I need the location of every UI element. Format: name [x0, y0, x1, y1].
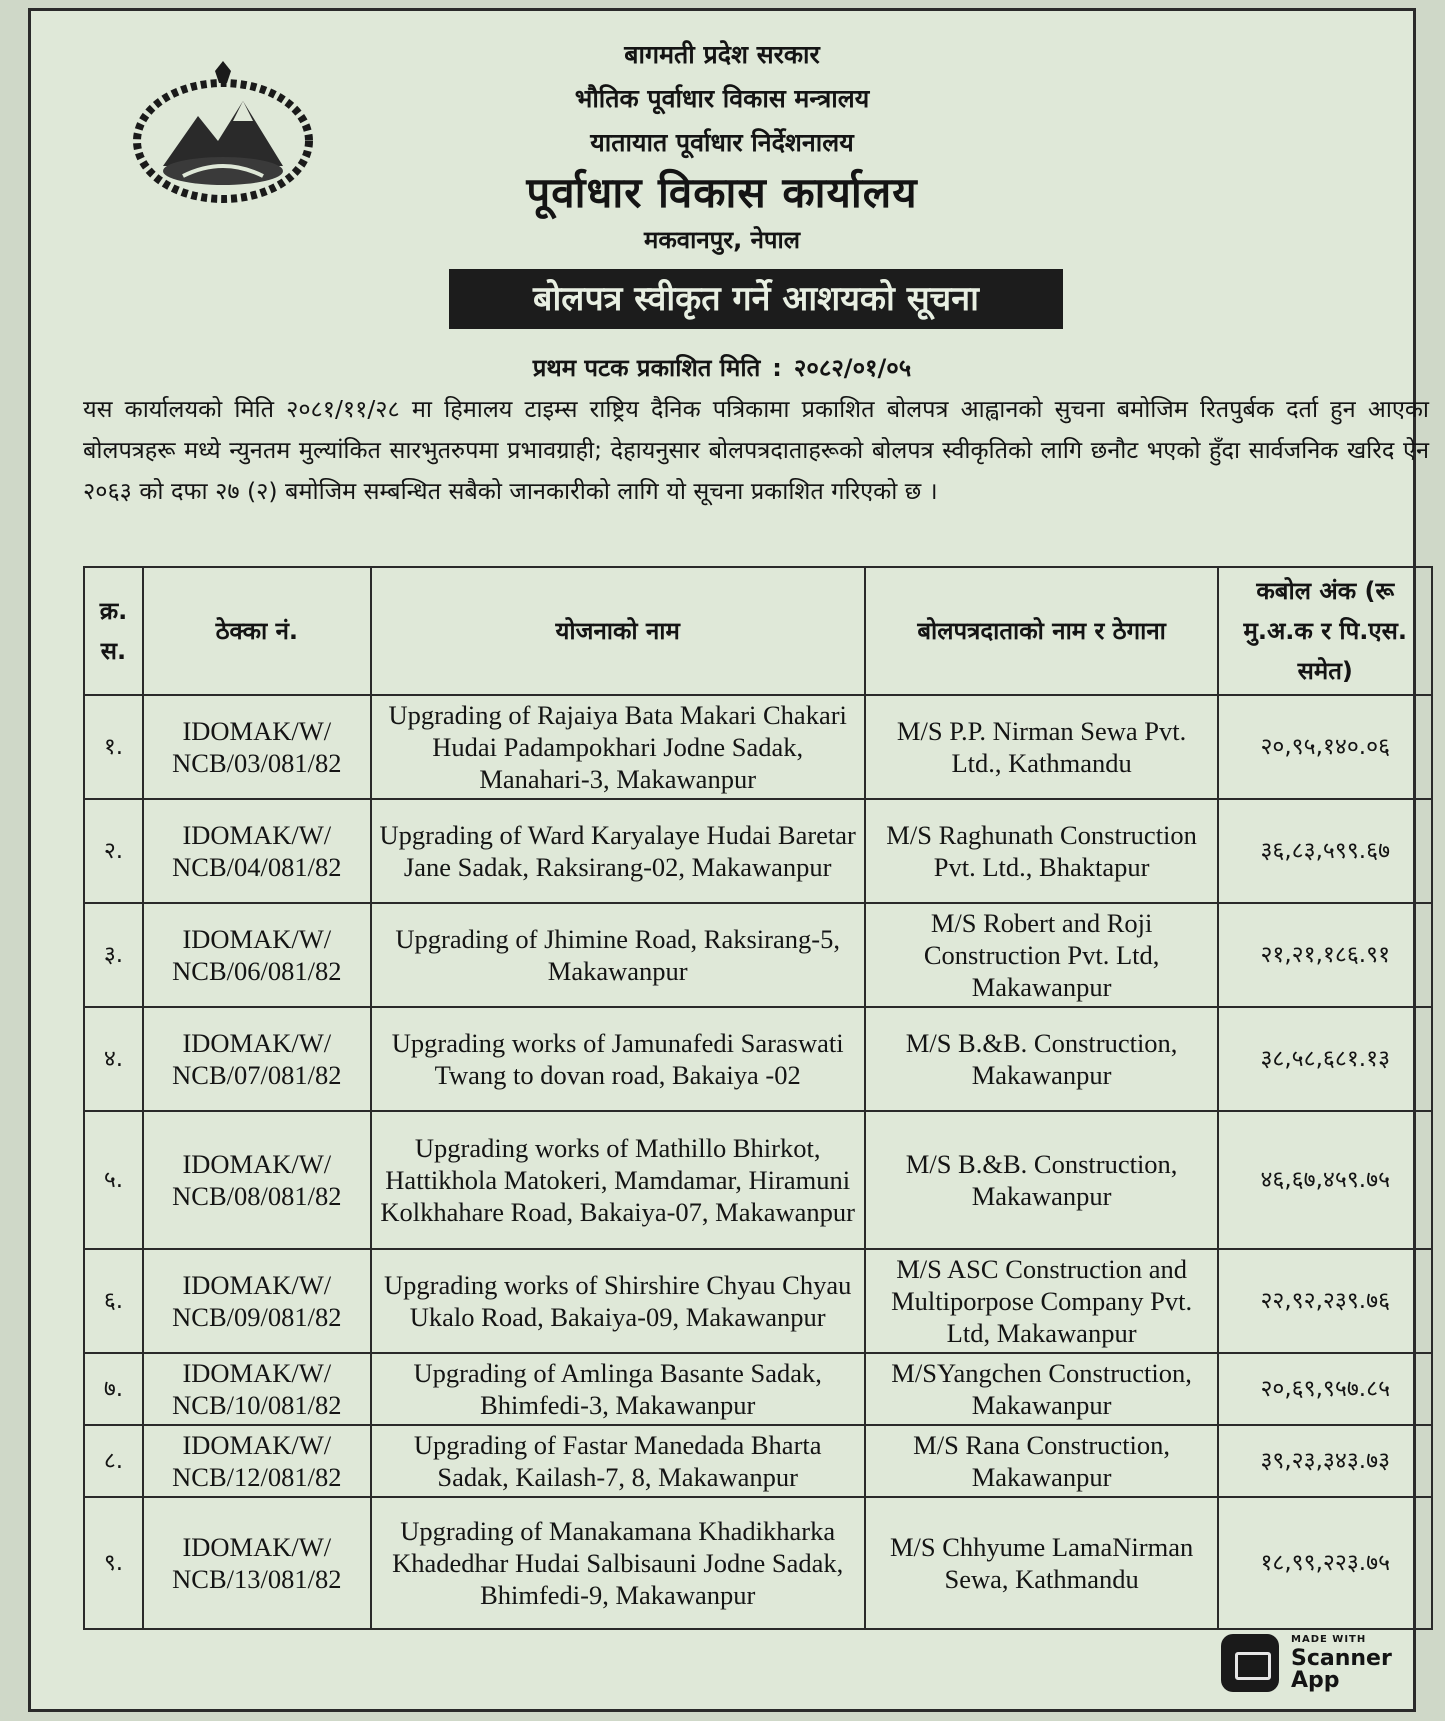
cell-bidder: M/S Robert and Roji Construction Pvt. Ltd, Makawanpur [865, 903, 1219, 1007]
directorate-name: यातायात पूर्वाधार निर्देशनालय [590, 128, 854, 157]
cell-sn: ८. [84, 1425, 143, 1497]
cell-sn: ७. [84, 1353, 143, 1425]
table-row [84, 1249, 1432, 1353]
cell-project: Upgrading of Rajaiya Bata Makari Chakari Hudai Padampokhari Jodne Sadak, Manahari-3, Makawanpur [371, 695, 865, 799]
cell-contract: IDOMAK/W/ NCB/04/081/82 [143, 799, 371, 903]
cell-bidder: M/SYangchen Construction, Makawanpur [865, 1353, 1219, 1425]
cell-sn: ९. [84, 1497, 143, 1629]
table-row [84, 1353, 1432, 1425]
bid-acceptance-table [83, 566, 1433, 1630]
cell-contract: IDOMAK/W/ NCB/03/081/82 [143, 695, 371, 799]
office-location: मकवानपुर, नेपाल [643, 226, 801, 254]
cell-sn: २. [84, 799, 143, 903]
table-row [84, 903, 1432, 1007]
cell-project: Upgrading of Manakamana Khadikharka Khadedhar Hudai Salbisauni Jodne Sadak, Bhimfedi-9, Makawanpur [371, 1497, 865, 1629]
cell-project: Upgrading works of Jamunafedi Saraswati Twang to dovan road, Bakaiya -02 [371, 1007, 865, 1111]
scanner-app-name: Scanner App [1291, 1646, 1392, 1693]
cell-amount: २०,९५,१४०.०६ [1218, 695, 1432, 799]
col-header-amount: कबोल अंक (रू मु.अ.क र पि.एस. समेत) [1218, 567, 1432, 695]
table-row [84, 695, 1432, 799]
publish-date-value: २०८२/०१/०५ [793, 354, 912, 382]
cell-contract: IDOMAK/W/ NCB/13/081/82 [143, 1497, 371, 1629]
cell-project: Upgrading of Jhimine Road, Raksirang-5, Makawanpur [371, 903, 865, 1007]
cell-bidder: M/S Raghunath Construction Pvt. Ltd., Bhaktapur [865, 799, 1219, 903]
made-with-label: MADE WITH [1291, 1634, 1367, 1645]
cell-contract: IDOMAK/W/ NCB/09/081/82 [143, 1249, 371, 1353]
province-government: बागमती प्रदेश सरकार [624, 40, 820, 69]
table-row [84, 1497, 1432, 1629]
notice-body: यस कार्यालयको मिति २०८१/११/२८ मा हिमालय टाइम्स राष्ट्रिय दैनिक पत्रिकामा प्रकाशित बोलपत्र आह्वानको सुचना बमोजिम रितपुर्बक दर्ता हुन आएका बोलपत्रहरू मध्ये न्युनतम मुल्यांकित सारभुतरुपमा प्रभावग्राही; देहायनुसार बोलपत्रदाताहरूको बोलपत्र स्वीकृतिको लागि छनौट भएको हुँदा सार्वजनिक खरिद ऐन २०६३ को दफा २७ (२) बमोजिम सम्बन्धित सबैको जानकारीको लागि यो सूचना प्रकाशित गरिएको छ । [83, 395, 1429, 505]
col-header-sn: क्र. स. [84, 567, 143, 695]
publish-date-line [31, 351, 1413, 384]
col-header-project: योजनाको नाम [371, 567, 865, 695]
cell-project: Upgrading works of Shirshire Chyau Chyau Ukalo Road, Bakaiya-09, Makawanpur [371, 1249, 865, 1353]
cell-contract: IDOMAK/W/ NCB/12/081/82 [143, 1425, 371, 1497]
cell-amount: ३६,८३,५९९.६७ [1218, 799, 1432, 903]
cell-project: Upgrading of Fastar Manedada Bharta Sadak, Kailash-7, 8, Makawanpur [371, 1425, 865, 1497]
scanner-app-watermark [1221, 1626, 1441, 1696]
cell-project: Upgrading of Ward Karyalaye Hudai Baretar Jane Sadak, Raksirang-02, Makawanpur [371, 799, 865, 903]
table-row [84, 1111, 1432, 1249]
col-header-contract: ठेक्का नं. [143, 567, 371, 695]
notice-title: बोलपत्र स्वीकृत गर्ने आशयको सूचना [449, 269, 1063, 329]
table-row [84, 1425, 1432, 1497]
table-row [84, 799, 1432, 903]
publish-date-separator: : [772, 354, 782, 382]
cell-bidder: M/S ASC Construction and Multiporpose Company Pvt. Ltd, Makawanpur [865, 1249, 1219, 1353]
cell-bidder: M/S P.P. Nirman Sewa Pvt. Ltd., Kathmandu [865, 695, 1219, 799]
publish-date-label: प्रथम पटक प्रकाशित मिति [532, 354, 761, 382]
cell-sn: ६. [84, 1249, 143, 1353]
cell-project: Upgrading of Amlinga Basante Sadak, Bhimfedi-3, Makawanpur [371, 1353, 865, 1425]
cell-sn: ४. [84, 1007, 143, 1111]
cell-bidder: M/S Chhyume LamaNirman Sewa, Kathmandu [865, 1497, 1219, 1629]
cell-amount: ३८,५८,६८१.१३ [1218, 1007, 1432, 1111]
cell-sn: १. [84, 695, 143, 799]
cell-amount: ४६,६७,४५९.७५ [1218, 1111, 1432, 1249]
cell-sn: ५. [84, 1111, 143, 1249]
cell-amount: २१,२१,१८६.९१ [1218, 903, 1432, 1007]
cell-amount: २२,९२,२३९.७६ [1218, 1249, 1432, 1353]
cell-amount: २०,६९,९५७.८५ [1218, 1353, 1432, 1425]
cell-project: Upgrading works of Mathillo Bhirkot, Hattikhola Matokeri, Mamdamar, Hiramuni Kolkhahare Road, Bakaiya-07, Makawanpur [371, 1111, 865, 1249]
scanner-app-icon [1221, 1634, 1279, 1692]
col-header-bidder: बोलपत्रदाताको नाम र ठेगाना [865, 567, 1219, 695]
table-row [84, 1007, 1432, 1111]
cell-amount: १८,९९,२२३.७५ [1218, 1497, 1432, 1629]
cell-contract: IDOMAK/W/ NCB/07/081/82 [143, 1007, 371, 1111]
cell-contract: IDOMAK/W/ NCB/06/081/82 [143, 903, 371, 1007]
cell-bidder: M/S Rana Construction, Makawanpur [865, 1425, 1219, 1497]
cell-bidder: M/S B.&B. Construction, Makawanpur [865, 1111, 1219, 1249]
ministry-name: भौतिक पूर्वाधार विकास मन्त्रालय [574, 84, 870, 113]
cell-contract: IDOMAK/W/ NCB/08/081/82 [143, 1111, 371, 1249]
cell-bidder: M/S B.&B. Construction, Makawanpur [865, 1007, 1219, 1111]
cell-sn: ३. [84, 903, 143, 1007]
cell-contract: IDOMAK/W/ NCB/10/081/82 [143, 1353, 371, 1425]
office-name: पूर्वाधार विकास कार्यालय [526, 168, 918, 217]
cell-amount: ३९,२३,३४३.७३ [1218, 1425, 1432, 1497]
notice-page [28, 8, 1429, 1712]
